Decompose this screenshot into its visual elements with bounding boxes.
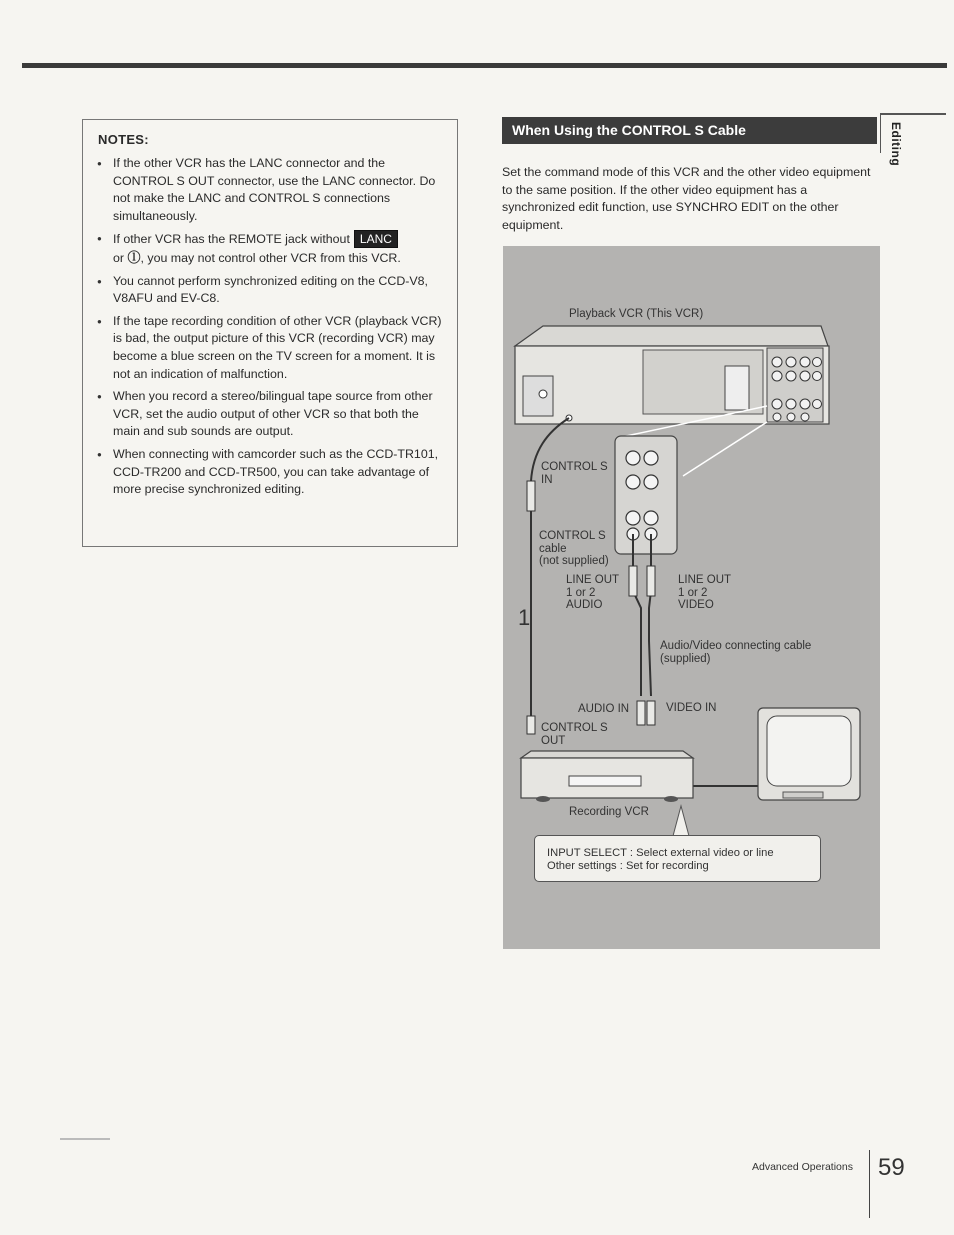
av-cable-label: Audio/Video connecting cable (supplied)	[660, 640, 812, 665]
control-l-icon: ⓛ	[127, 249, 141, 265]
side-tab-editing: Editing	[889, 122, 903, 167]
audio-in-label: AUDIO IN	[578, 703, 630, 715]
notes-list	[95, 155, 443, 499]
playback-vcr-label: Playback VCR (This VCR)	[569, 308, 704, 320]
control-s-in-label: CONTROL S IN	[541, 461, 608, 486]
note-remote-or: or	[113, 250, 125, 265]
footer-section-name: Advanced Operations	[752, 1161, 853, 1173]
recording-vcr-label: Recording VCR	[569, 806, 649, 818]
step-number: 1	[518, 605, 531, 630]
note-item-remote	[95, 230, 443, 267]
section-title-bar: When Using the CONTROL S Cable	[502, 117, 877, 144]
video-in-label: VIDEO IN	[666, 702, 717, 714]
note-item: ● When you record a stereo/bilingual tape source from other VCR, set the audio output of other VCR so that both the main and sub sounds are output.	[95, 388, 443, 441]
note-item: ● You cannot perform synchronized editing on the CCD-V8, V8AFU and EV-C8.	[95, 273, 443, 308]
playback-vcr-illustration	[515, 326, 829, 424]
corner-mark	[60, 1138, 110, 1140]
lanc-badge: LANC	[354, 230, 398, 248]
callout-line-input-select: INPUT SELECT : Select external video or line	[547, 847, 774, 859]
section-intro: Set the command mode of this VCR and the other video equipment to the same position. If the other video equipment has a synchronized edit function, use SYNCHRO EDIT on the other equipment.	[502, 165, 871, 232]
page-number: 59	[878, 1154, 905, 1181]
line-out-video-label: LINE OUT 1 or 2 VIDEO	[678, 574, 732, 611]
note-item: ● If the other VCR has the LANC connector and the CONTROL S OUT connector, use the LANC connector. Do not make the LANC and CONTROL S connections simultaneously.	[95, 155, 443, 225]
side-vline	[880, 113, 881, 153]
control-s-cable-label: CONTROL S cable (not supplied)	[539, 530, 609, 567]
note-item: ● When connecting with camcorder such as the CCD-TR101, CCD-TR200 and CCD-TR500, you can take advantage of more precise synchronized editing.	[95, 446, 443, 499]
tv-illustration	[758, 708, 860, 800]
note-remote-prefix: If other VCR has the REMOTE jack without	[113, 232, 350, 247]
side-rule	[880, 113, 946, 115]
top-rule	[22, 63, 947, 68]
control-s-out-label: CONTROL S OUT	[541, 722, 608, 747]
settings-callout	[534, 835, 821, 882]
jack-panel-closeup	[615, 406, 767, 554]
line-out-audio-label: LINE OUT 1 or 2 AUDIO	[566, 574, 620, 611]
note-item: ● If the tape recording condition of other VCR (playback VCR) is bad, the output picture of this VCR (recording VCR) may become a blue screen on the TV screen for a moment. It is not an indication of malfunction.	[95, 313, 443, 383]
notes-title: NOTES:	[98, 132, 149, 147]
notes-box	[82, 119, 458, 547]
footer-divider	[869, 1150, 870, 1218]
callout-line-other-settings: Other settings : Set for recording	[547, 860, 709, 872]
note-remote-suffix: , you may not control other VCR from this VCR.	[140, 250, 401, 265]
recording-vcr-illustration	[521, 751, 693, 802]
